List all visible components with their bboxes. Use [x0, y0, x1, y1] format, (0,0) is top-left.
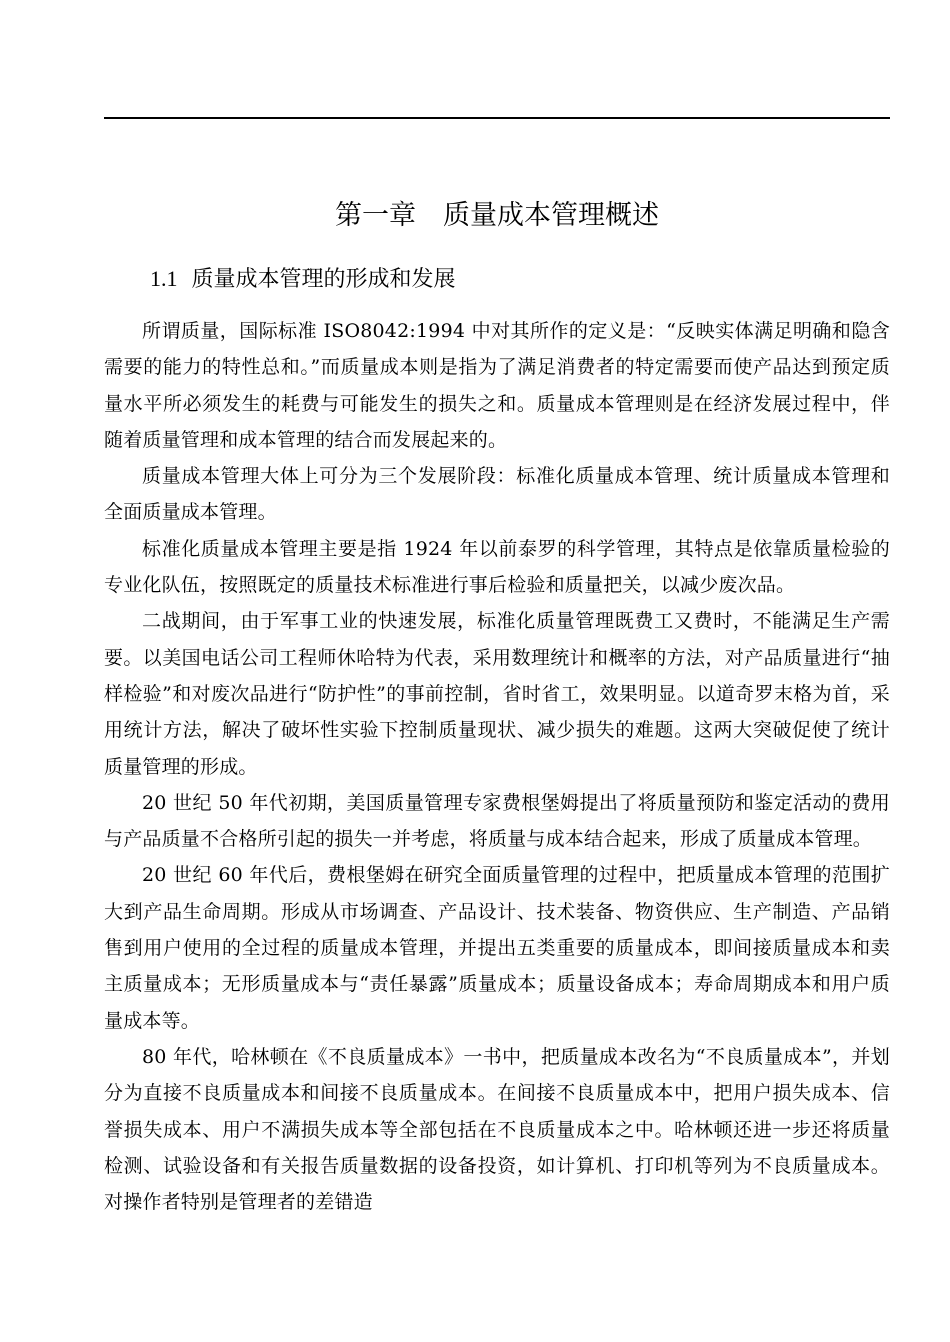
- header-rule: [104, 117, 890, 119]
- body-text: [104, 313, 890, 1220]
- paragraph: 质量成本管理大体上可分为三个发展阶段：标准化质量成本管理、统计质量成本管理和全面质量成本管理。: [104, 465, 890, 524]
- chapter-title: 第一章 质量成本管理概述: [335, 200, 659, 231]
- paragraph: 20 世纪 60 年代后，费根堡姆在研究全面质量管理的过程中，把质量成本管理的范围扩大到产品生命周期。形成从市场调查、产品设计、技术装备、物资供应、生产制造、产品销售到用户使用的全过程的质量成本管理，并提出五类重要的质量成本，即间接质量成本和卖主质量成本；无形质量成本与“责任暴露”质量成本；质量设备成本；寿命周期成本和用户质量成本等。: [104, 864, 890, 1032]
- paragraph: 所谓质量，国际标准 ISO8042:1994 中对其所作的定义是：“反映实体满足明确和隐含需要的能力的特性总和。”而质量成本则是指为了满足消费者的特定需要而使产品达到预定质量水平所必须发生的耗费与可能发生的损失之和。质量成本管理则是在经济发展过程中，伴随着质量管理和成本管理的结合而发展起来的。: [104, 320, 890, 451]
- paragraph: 80 年代，哈林顿在《不良质量成本》一书中，把质量成本改名为“不良质量成本”，并划分为直接不良质量成本和间接不良质量成本。在间接不良质量成本中，把用户损失成本、信誉损失成本、用户不满损失成本等全部包括在不良质量成本之中。哈林顿还进一步还将质量检测、试验设备和有关报告质量数据的设备投资，如计算机、打印机等列为不良质量成本。对操作者特别是管理者的差错造: [104, 1045, 890, 1214]
- section-heading: [150, 262, 456, 297]
- section-title: 质量成本管理的形成和发展: [191, 267, 456, 292]
- paragraph: 20 世纪 50 年代初期，美国质量管理专家费根堡姆提出了将质量预防和鉴定活动的费用与产品质量不合格所引起的损失一并考虑，将质量与成本结合起来，形成了质量成本管理。: [104, 791, 890, 851]
- section-number: 1.1: [150, 266, 178, 291]
- paragraph: 标准化质量成本管理主要是指 1924 年以前泰罗的科学管理，其特点是依靠质量检验的专业化队伍，按照既定的质量技术标准进行事后检验和质量把关，以减少废次品。: [104, 537, 890, 597]
- paragraph: 二战期间，由于军事工业的快速发展，标准化质量管理既费工又费时，不能满足生产需要。以美国电话公司工程师休哈特为代表，采用数理统计和概率的方法，对产品质量进行“抽样检验”和对废次品进行“防护性”的事前控制，省时省工，效果明显。以道奇罗末格为首，采用统计方法，解决了破坏性实验下控制质量现状、减少损失的难题。这两大突破促使了统计质量管理的形成。: [104, 610, 890, 778]
